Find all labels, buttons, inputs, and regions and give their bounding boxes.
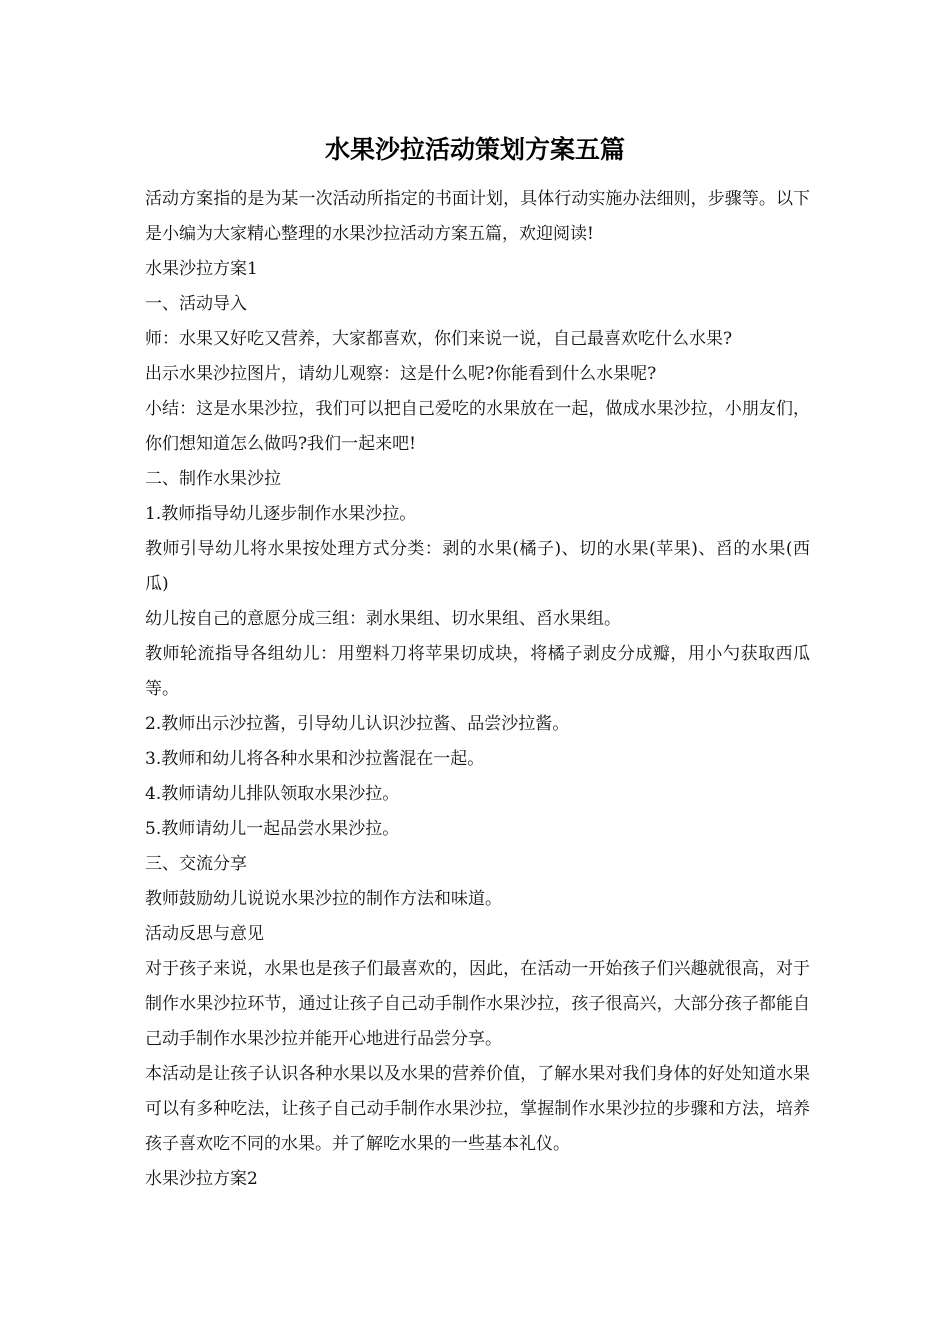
paragraph: 师：水果又好吃又营养，大家都喜欢，你们来说一说，自己最喜欢吃什么水果? [145, 329, 733, 349]
paragraph: 小结：这是水果沙拉，我们可以把自己爱吃的水果放在一起，做成水果沙拉，小朋友们，你们想知道怎么做吗?我们一起来吧! [145, 399, 810, 454]
section-heading-plan-2: 水果沙拉方案2 [145, 1169, 258, 1189]
list-item: 2.教师出示沙拉酱，引导幼儿认识沙拉酱、品尝沙拉酱。 [145, 714, 570, 734]
list-item: 3.教师和幼儿将各种水果和沙拉酱混在一起。 [145, 749, 485, 769]
subheading-share: 三、交流分享 [145, 854, 247, 874]
paragraph: 教师鼓励幼儿说说水果沙拉的制作方法和味道。 [145, 889, 502, 909]
document-body [145, 182, 810, 1197]
paragraph: 教师引导幼儿将水果按处理方式分类：剥的水果(橘子)、切的水果(苹果)、舀的水果(西瓜) [145, 539, 810, 594]
paragraph: 本活动是让孩子认识各种水果以及水果的营养价值，了解水果对我们身体的好处知道水果可以有多种吃法，让孩子自己动手制作水果沙拉，掌握制作水果沙拉的步骤和方法，培养孩子喜欢吃不同的水果。并了解吃水果的一些基本礼仪。 [145, 1064, 810, 1154]
paragraph-intro: 活动方案指的是为某一次活动所指定的书面计划，具体行动实施办法细则，步骤等。以下是小编为大家精心整理的水果沙拉活动方案五篇，欢迎阅读! [145, 189, 810, 244]
paragraph: 幼儿按自己的意愿分成三组：剥水果组、切水果组、舀水果组。 [145, 609, 621, 629]
subheading-make-salad: 二、制作水果沙拉 [145, 469, 281, 489]
paragraph: 出示水果沙拉图片，请幼儿观察：这是什么呢?你能看到什么水果呢? [145, 364, 657, 384]
list-item: 4.教师请幼儿排队领取水果沙拉。 [145, 784, 400, 804]
paragraph: 对于孩子来说，水果也是孩子们最喜欢的，因此，在活动一开始孩子们兴趣就很高，对于制作水果沙拉环节，通过让孩子自己动手制作水果沙拉，孩子很高兴，大部分孩子都能自己动手制作水果沙拉并能开心地进行品尝分享。 [145, 959, 810, 1049]
subheading-reflection: 活动反思与意见 [145, 924, 264, 944]
document-title: 水果沙拉活动策划方案五篇 [324, 135, 625, 164]
list-item: 5.教师请幼儿一起品尝水果沙拉。 [145, 819, 400, 839]
paragraph: 教师轮流指导各组幼儿：用塑料刀将苹果切成块，将橘子剥皮分成瓣，用小勺获取西瓜等。 [145, 644, 810, 699]
subheading-activity-intro: 一、活动导入 [145, 294, 247, 314]
section-heading-plan-1: 水果沙拉方案1 [145, 259, 258, 279]
list-item: 1.教师指导幼儿逐步制作水果沙拉。 [145, 504, 417, 524]
